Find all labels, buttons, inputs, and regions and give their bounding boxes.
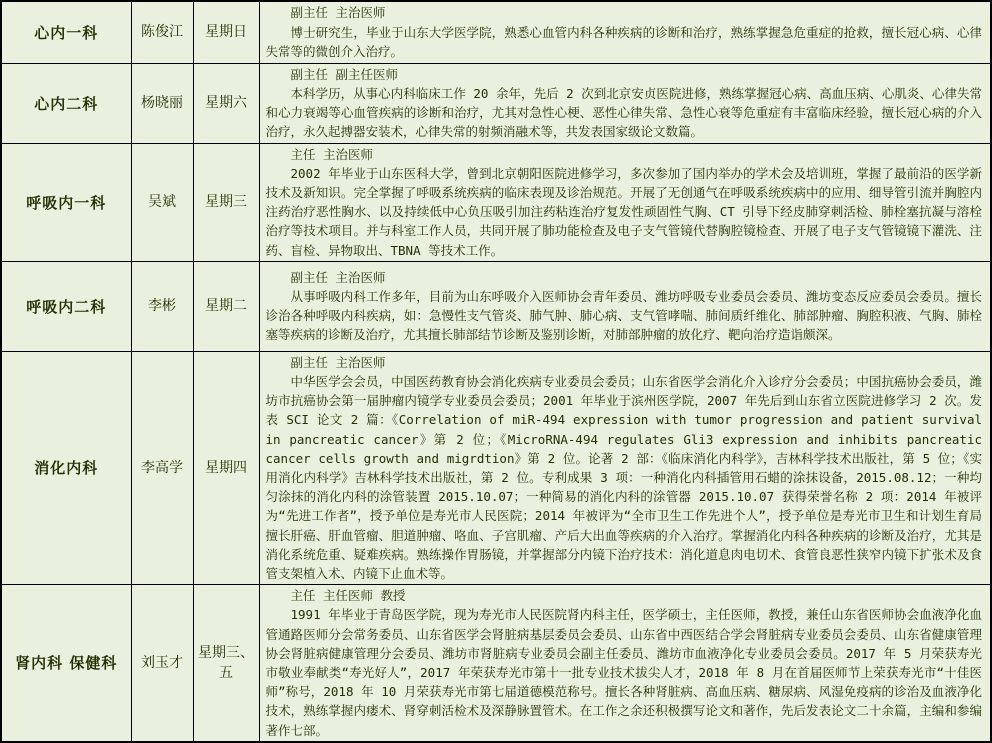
department-cell: 心内一科 bbox=[1, 1, 131, 63]
doctor-bio-cell bbox=[259, 351, 991, 584]
doctor-title: 副主任 主治医师 bbox=[290, 5, 386, 21]
department-cell: 呼吸内二科 bbox=[1, 261, 131, 351]
doctor-title: 主任 主治医师 bbox=[290, 146, 374, 162]
schedule-day-cell: 星期三 bbox=[193, 143, 259, 261]
doctor-bio-cell bbox=[259, 585, 991, 742]
doctor-name-cell: 陈俊江 bbox=[131, 1, 193, 63]
doctor-name-cell: 杨晓丽 bbox=[131, 63, 193, 143]
doctor-bio-cell bbox=[259, 261, 991, 351]
doctor-name-cell: 吴斌 bbox=[131, 143, 193, 261]
schedule-day-cell: 星期三、五 bbox=[193, 585, 259, 742]
doctor-bio: 从事呼吸内科工作多年，目前为山东呼吸介入医师协会青年委员、潍坊呼吸专业委员会委员、潍坊变态反应委员会委员。擅长诊治各种呼吸内科疾病，如：急慢性支气管炎、肺气肿、肺心病、支气管哮喘、肺间质纤维化、肺部肿瘤、胸腔积液、气胸、肺栓塞等疾病的诊断及治疗，尤其擅长肺部结节诊断及鉴别诊断，对肺部肿瘤的放化疗、靶向治疗造诣颇深。 bbox=[265, 289, 982, 343]
table-row bbox=[1, 143, 991, 261]
doctor-name-cell: 李彬 bbox=[131, 261, 193, 351]
schedule-day-cell: 星期二 bbox=[193, 261, 259, 351]
doctor-title: 副主任 副主任医师 bbox=[290, 66, 399, 82]
schedule-day-cell: 星期日 bbox=[193, 1, 259, 63]
doctor-name-cell: 李高学 bbox=[131, 351, 193, 584]
doctor-bio: 2002 年毕业于山东医科大学，曾到北京朝阳医院进修学习，多次参加了国内举办的学术会及培训班，掌握了最前沿的医学新技术及新知识。完全掌握了呼吸系统疾病的临床表现及诊治规范。开展了无创通气在呼吸系统疾病中的应用、细导管引流并胸腔内注药治疗恶性胸水、以及持续低中心负压吸引加注药粘连治疗复发性顽固性气胸、CT 引导下经皮肺穿刺活检、肺栓塞抗凝与溶栓治疗等技术项目。并与科室工作人员，共同开展了肺功能检查及电子支气管镜代替胸腔镜检查、开展了电子支气管镜镜下灌洗、注药、盲检、异物取出、TBNA 等技术工作。 bbox=[265, 165, 982, 258]
doctor-bio-cell bbox=[259, 143, 991, 261]
doctor-bio: 中华医学会会员，中国医药教育协会消化疾病专业委员会委员；山东省医学会消化介入诊疗分会委员；中国抗癌协会委员，潍坊市抗癌协会第一届肿瘤内镜学专业委员会委员；2001 年毕业于滨州医学院，2007 年先后到山东省立医院进修学习 2 次。发表 SCI 论文 2 篇：《Correlation of miR-494 expression with tumor progression and patient survival in pancreatic cancer》第 2 位；《MicroRNA-494 regulates Gli3 expression and inhibits pancreatic cancer cells growth and migrdtion》第 2 位。论著 2 部：《临床消化内科学》，吉林科学技术出版社，第 5 位；《实用消化内科学》吉林科学技术出版社，第 2 位。专利成果 3 项：一种消化内科插管用石蜡的涂抹设备，2015.08.12；一种均匀涂抹的消化内科的涂管装置 2015.10.07；一种简易的消化内科的涂管器 2015.10.07 获得荣誉名称 2 项：2014 年被评为“先进工作者”，授予单位是寿光市人民医院；2014 年被评为“全市卫生工作先进个人”，授予单位是寿光市卫生和计划生育局擅长肝癌、肝血管瘤、胆道肿瘤、咯血、子宫肌瘤、产后大出血等疾病的介入治疗。掌握消化内科各种疾病的诊断及治疗，尤其是消化系统危重、疑难疾病。熟练操作胃肠镜，并掌握部分内镜下治疗技术：消化道息肉电切术、食管良恶性狭窄内镜下扩张术及食管支架植入术、内镜下止血术等。 bbox=[265, 373, 982, 581]
table-row bbox=[1, 63, 991, 143]
doctor-bio: 本科学历，从事心内科临床工作 20 余年，先后 2 次到北京安贞医院进修，熟练掌握冠心病、高血压病、心肌炎、心律失常和心力衰竭等心血管疾病的诊断和治疗，尤其对急性心梗、恶性心律失常、急性心衰等危重症有丰富临床经验，擅长冠心病的介入治疗，永久起搏器安装术，心律失常的射频消融术等，共发表国家级论文数篇。 bbox=[265, 85, 982, 140]
department-cell: 肾内科 保健科 bbox=[1, 585, 131, 742]
department-cell: 呼吸内一科 bbox=[1, 143, 131, 261]
table-row bbox=[1, 261, 991, 351]
doctor-title: 副主任 主治医师 bbox=[290, 269, 386, 285]
doctor-title: 主任 主任医师 教授 bbox=[290, 588, 406, 604]
schedule-day-cell: 星期六 bbox=[193, 63, 259, 143]
table-row bbox=[1, 1, 991, 63]
doctor-bio: 博士研究生，毕业于山东大学医学院，熟悉心血管内科各种疾病的诊断和治疗，熟练掌握急危重症的抢救，擅长冠心病、心律失常等的微创介入治疗。 bbox=[265, 24, 982, 59]
doctor-bio-cell bbox=[259, 1, 991, 63]
department-cell: 消化内科 bbox=[1, 351, 131, 584]
department-cell: 心内二科 bbox=[1, 63, 131, 143]
doctor-bio-cell bbox=[259, 63, 991, 143]
doctor-name-cell: 刘玉才 bbox=[131, 585, 193, 742]
table-row bbox=[1, 351, 991, 584]
table-row bbox=[1, 585, 991, 742]
doctor-title: 副主任 主治医师 bbox=[290, 354, 386, 370]
doctor-bio: 1991 年毕业于青岛医学院，现为寿光市人民医院肾内科主任，医学硕士，主任医师，教授，兼任山东省医师协会血液净化血管通路医师分会常务委员、山东省医学会肾脏病基层委员会委员、山东省中西医结合学会肾脏病专业委员会委员、山东省健康管理协会肾脏病健康管理分会委员、潍坊市肾脏病专业委员会副主任委员、潍坊市血液净化专业委员会委员。2017 年 5 月荣获寿光市敬业奉献类“寿光好人”，2017 年荣获寿光市第十一批专业技术拔尖人才，2018 年 8 月在首届医师节上荣获寿光市“十佳医师”称号，2018 年 10 月荣获寿光市第七届道德模范称号。擅长各种肾脏病、高血压病、糖尿病、风湿免疫病的诊治及血液净化技术，熟练掌握内瘘术、肾穿刺活检术及深静脉置管术。在工作之余还积极撰写论文和著作，先后发表论文二十余篇，主编和参编著作七部。 bbox=[265, 607, 982, 738]
schedule-day-cell: 星期四 bbox=[193, 351, 259, 584]
